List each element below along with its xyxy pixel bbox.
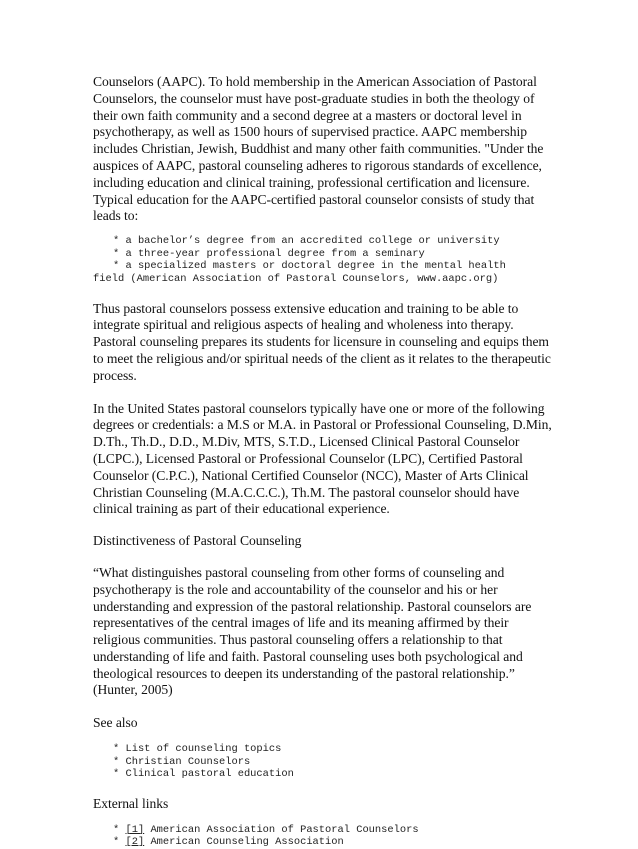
degree-list-item: * a bachelor’s degree from an accredited college or university [113, 235, 500, 248]
external-link-ref[interactable]: [1] [125, 823, 145, 836]
intro-paragraph: Counselors (AAPC). To hold membership in the American Association of Pastoral Counselors, the counselor must have post-graduate studies in both the theology of their own faith community and a second degree at a masters or doctoral level in psychotherapy, as well as 1500 hours of supervised practice. AAPC membership includes Christian, Jewish, Buddhist and many other faith communities. "Under the auspices of AAPC, pastoral counseling adheres to rigorous standards of excellence, including education and clinical training, professional certification and licensure. Typical education for the AAPC-certified pastoral counselor consists of study that leads to: [93, 74, 544, 224]
section-heading-distinctiveness: Distinctiveness of Pastoral Counseling [93, 533, 302, 549]
degree-list-item: * a three-year professional degree from a seminary [113, 247, 425, 260]
education-paragraph: Thus pastoral counselors possess extensive education and training to be able to integrate spiritual and religious aspects of healing and wholeness into therapy. Pastoral counseling prepares its students for licensure in counseling and equips them to meet the religious and/or spiritual needs of the client as it relates to the therapeutic process. [93, 300, 551, 383]
external-link-ref[interactable]: [2] [125, 836, 145, 849]
degree-list-wrap: field (American Association of Pastoral Counselors, www.aapc.org) [93, 272, 499, 285]
see-also-item: * List of counseling topics [113, 743, 282, 756]
external-link-item: * [2] American Counseling Association [113, 836, 344, 849]
external-link-item: * [1] American Association of Pastoral Counselors [113, 823, 419, 836]
see-also-item: * Clinical pastoral education [113, 768, 294, 781]
document-page [93, 74, 553, 849]
credentials-paragraph: In the United States pastoral counselors typically have one or more of the following degrees or credentials: a M.S or M.A. in Pastoral or Professional Counseling, D.Min, D.Th., Th.D., D.D., M.Div, MTS, S.T.D., Licensed Clinical Pastoral Counselor (LCPC.), Licensed Pastoral or Professional Counselor (LPC), Certified Pastoral Counselor (C.P.C.), National Certified Counselor (NCC), Master of Arts Clinical Christian Counseling (M.A.C.C.C.), Th.M. The pastoral counselor should have clinical training as part of their educational experience. [93, 400, 552, 517]
section-heading-see-also: See also [93, 715, 138, 731]
see-also-item: * Christian Counselors [113, 755, 251, 768]
quote-paragraph: “What distinguishes pastoral counseling from other forms of counseling and psychotherapy is the role and accountability of the counselor and his or her understanding and expression of the pastoral relationship. Pastoral counselors are representatives of the central images of life and its meaning affirmed by their religious communities. Thus pastoral counseling offers a relationship to that understanding of life and faith. Pastoral counseling uses both psychological and theological resources to deepen its understanding of the pastoral relationship.” (Hunter, 2005) [93, 564, 532, 698]
section-heading-external-links: External links [93, 795, 169, 811]
degree-list-item: * a specialized masters or doctoral degree in the mental health [113, 260, 506, 273]
